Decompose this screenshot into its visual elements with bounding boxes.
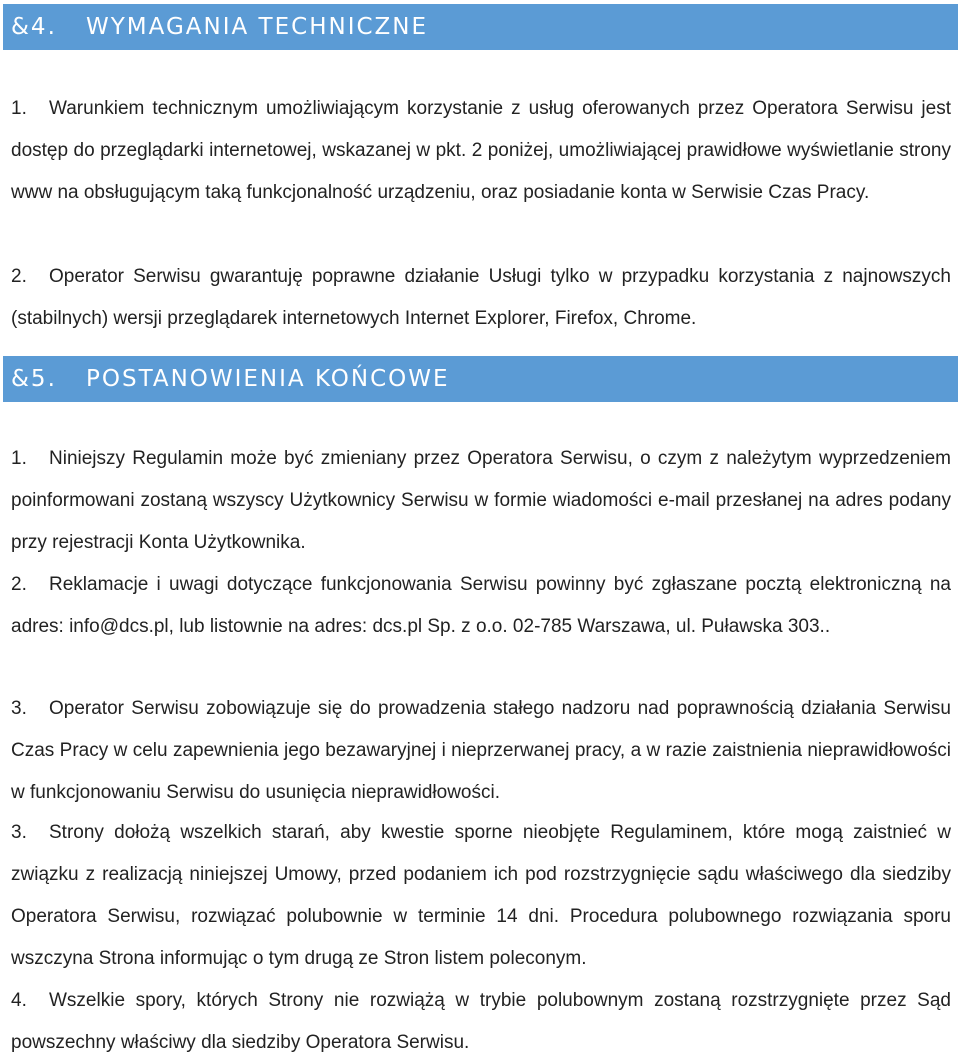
section-title: POSTANOWIENIA KOŃCOWE	[86, 366, 450, 392]
list-item	[11, 564, 951, 648]
item-text: Operator Serwisu zobowiązuje się do prowadzenia stałego nadzoru nad poprawnością działania Serwisu Czas Pracy w celu zapewnienia jego bezawaryjnej i nieprzerwanej pracy, a w razie zaistnienia nieprawidłowości w funkcjonowaniu Serwisu do usunięcia nieprawidłowości.	[11, 698, 951, 803]
item-number: 2.	[11, 574, 27, 595]
item-text: Strony dołożą wszelkich starań, aby kwestie sporne nieobjęte Regulaminem, które mogą zaistnieć w związku z realizacją niniejszej Umowy, przed podaniem ich pod rozstrzygnięcie sądu właściwego dla siedziby Operatora Serwisu, rozwiązać polubownie w terminie 14 dni. Procedura polubownego rozwiązania sporu wszczyna Strona informując o tym drugą ze Stron listem poleconym.	[11, 822, 951, 969]
item-text: Reklamacje i uwagi dotyczące funkcjonowania Serwisu powinny być zgłaszane pocztą elektroniczną na adres: info@dcs.pl, lub listownie na adres: dcs.pl Sp. z o.o. 02-785 Warszawa, ul. Puławska 303..	[11, 574, 951, 637]
list-item	[11, 812, 951, 980]
section-header-technical-requirements	[3, 4, 958, 50]
item-number: 2.	[11, 266, 27, 287]
list-item	[11, 256, 951, 340]
list-item	[11, 88, 951, 214]
section-header-final-provisions	[3, 356, 958, 402]
item-text: Wszelkie spory, których Strony nie rozwiążą w trybie polubownym zostaną rozstrzygnięte przez Sąd powszechny właściwy dla siedziby Operatora Serwisu.	[11, 990, 951, 1053]
section-number: &5.	[11, 366, 57, 392]
item-number: 3.	[11, 822, 27, 843]
list-item	[11, 438, 951, 564]
item-text: Operator Serwisu gwarantuję poprawne działanie Usługi tylko w przypadku korzystania z najnowszych (stabilnych) wersji przeglądarek internetowych Internet Explorer, Firefox, Chrome.	[11, 266, 951, 329]
list-item	[11, 688, 951, 814]
item-number: 3.	[11, 698, 27, 719]
section-title: WYMAGANIA TECHNICZNE	[86, 14, 429, 40]
list-item	[11, 980, 951, 1064]
item-number: 1.	[11, 448, 27, 469]
item-number: 1.	[11, 98, 27, 119]
item-text: Niniejszy Regulamin może być zmieniany przez Operatora Serwisu, o czym z należytym wyprzedzeniem poinformowani zostaną wszyscy Użytkownicy Serwisu w formie wiadomości e-mail przesłanej na adres podany przy rejestracji Konta Użytkownika.	[11, 448, 951, 553]
item-number: 4.	[11, 990, 27, 1011]
item-text: Warunkiem technicznym umożliwiającym korzystanie z usług oferowanych przez Operatora Serwisu jest dostęp do przeglądarki internetowej, wskazanej w pkt. 2 poniżej, umożliwiającej prawidłowe wyświetlanie strony www na obsługującym taką funkcjonalność urządzeniu, oraz posiadanie konta w Serwisie Czas Pracy.	[11, 98, 951, 203]
section-number: &4.	[11, 14, 57, 40]
